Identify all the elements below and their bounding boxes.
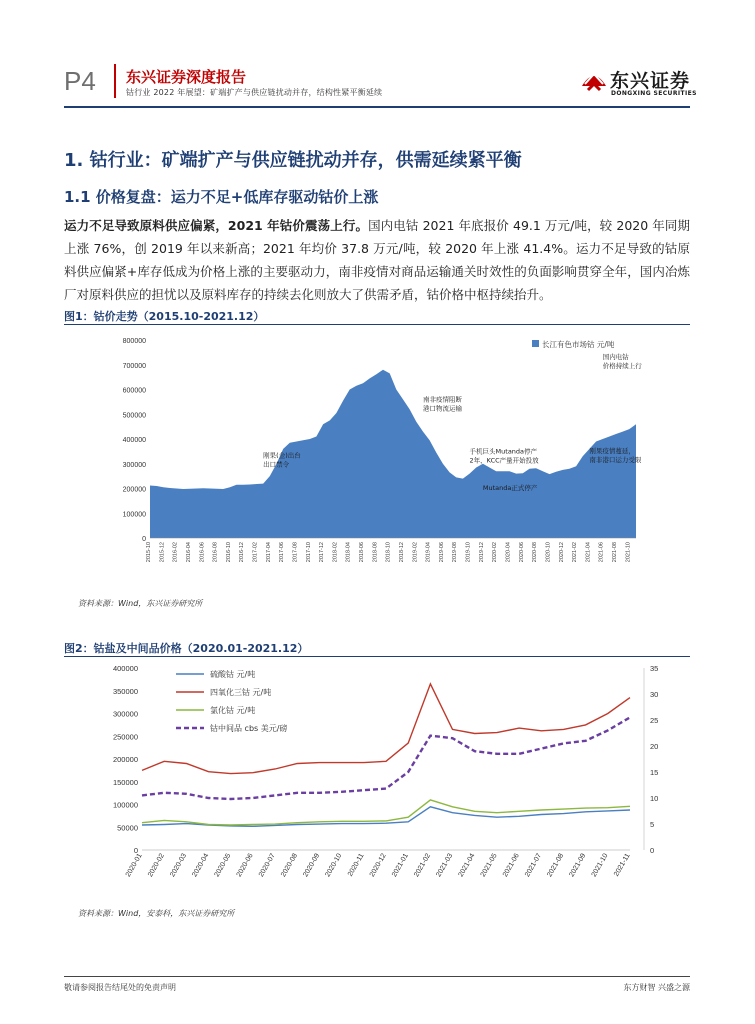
y-left-tick-label: 0 [133, 846, 138, 855]
chart-annotation: 价格持续上行 [602, 362, 642, 370]
y-tick-label: 800000 [122, 338, 146, 345]
y-right-tick-label: 25 [650, 716, 659, 725]
footer-slogan: 东方财智 兴盛之源 [623, 983, 690, 992]
figure2-rule [64, 656, 690, 657]
x-tick-label: 2020-02 [492, 542, 499, 563]
x-tick-label: 2020-08 [532, 542, 539, 563]
cobalt-salt-chart [64, 660, 690, 896]
x-tick-label: 2017-02 [252, 542, 259, 563]
x-tick-label: 2021-09 [568, 852, 588, 879]
x-tick-label: 2021-10 [590, 852, 610, 879]
y-tick-label: 100000 [122, 511, 146, 519]
y-right-tick-label: 20 [650, 742, 659, 751]
x-tick-label: 2020-01 [124, 852, 144, 879]
y-right-tick-label: 35 [650, 664, 659, 673]
y-left-tick-label: 350000 [112, 686, 138, 696]
x-tick-label: 2019-08 [452, 542, 459, 563]
logo-text-cn: 东兴证券 [610, 70, 691, 92]
logo-mark-icon [580, 64, 608, 98]
x-tick-label: 2018-02 [332, 542, 339, 563]
legend-label: 长江有色市场钴 元/吨 [542, 340, 615, 349]
x-tick-label: 2017-08 [292, 542, 299, 563]
area-series-cobalt [150, 370, 636, 538]
y-left-tick-label: 50000 [117, 823, 138, 833]
x-tick-label: 2020-06 [235, 852, 255, 879]
legend-label: 氯化钴 元/吨 [210, 706, 256, 715]
header-rule [64, 106, 690, 108]
x-tick-label: 2019-06 [438, 542, 445, 563]
x-tick-label: 2021-01 [391, 852, 410, 879]
x-tick-label: 2018-04 [345, 542, 352, 563]
y-tick-label: 600000 [122, 387, 146, 395]
figure1-title: 图1：钴价走势（2015.10-2021.12） [64, 310, 265, 323]
y-right-tick-label: 0 [650, 846, 655, 855]
x-tick-label: 2017-04 [265, 542, 272, 563]
chart-annotation: 手机巨头Mutanda停产 [469, 447, 538, 456]
x-tick-label: 2018-08 [372, 542, 379, 563]
header-divider [114, 64, 116, 98]
y-tick-label: 200000 [122, 486, 146, 494]
x-tick-label: 2018-10 [385, 542, 392, 563]
y-tick-label: 500000 [122, 412, 146, 420]
figure2-title: 图2：钴盐及中间品价格（2020.01-2021.12） [64, 642, 309, 655]
x-tick-label: 2020-12 [368, 852, 388, 879]
chart-annotation: 刚果(金)出台 [263, 451, 301, 460]
x-tick-label: 2020-06 [518, 542, 525, 563]
figure2-source: 资料来源：Wind，安泰科，东兴证券研究所 [78, 909, 235, 918]
x-tick-label: 2020-11 [346, 852, 366, 878]
x-tick-label: 2016-06 [199, 542, 206, 563]
paragraph-text: 国内电钴 2021 年底报价 49.1 万元/吨，较 2020 年同期上涨 76%，创 2019 年以来新高；2021 年均价 37.8 万元/吨，较 2020 年上涨 41.4%。运力不足导致的钴原料供应偏紧+库存低成为价格上涨的主要驱动力，南非疫情对商品运输通关时效性的负面影响贯穿全年，国内冶炼厂对原料供应的担忧以及原料库存的持续去化则放大了供需矛盾，钴价格中枢持续抬升。 [64, 218, 690, 302]
company-logo [580, 64, 700, 104]
x-tick-label: 2017-12 [319, 542, 326, 563]
chart-annotation: 国内电钴 [602, 353, 629, 361]
x-tick-label: 2016-08 [212, 542, 219, 563]
x-tick-label: 2021-06 [501, 852, 521, 879]
x-tick-label: 2016-02 [172, 542, 179, 563]
x-tick-label: 2020-09 [302, 852, 322, 879]
x-tick-label: 2021-08 [546, 852, 566, 879]
y-left-tick-label: 400000 [112, 664, 138, 673]
x-tick-label: 2019-02 [412, 542, 419, 563]
body-paragraph [64, 214, 690, 306]
x-tick-label: 2020-10 [545, 542, 552, 563]
y-right-tick-label: 30 [650, 690, 659, 699]
x-tick-label: 2021-10 [625, 542, 632, 563]
x-tick-label: 2016-04 [185, 542, 192, 563]
x-tick-label: 2018-12 [398, 542, 405, 563]
x-tick-label: 2021-02 [572, 542, 579, 563]
x-tick-label: 2021-07 [524, 852, 544, 879]
y-left-tick-label: 250000 [112, 732, 138, 742]
y-left-tick-label: 300000 [112, 709, 138, 719]
y-left-tick-label: 100000 [112, 800, 138, 810]
subsection-heading: 1.1 价格复盘：运力不足+低库存驱动钴价上涨 [64, 188, 379, 206]
report-title: 东兴证券深度报告 [126, 68, 247, 86]
chart-annotation: 港口物流运输 [422, 404, 462, 413]
x-tick-label: 2019-12 [478, 542, 485, 563]
chart-annotation: Mutanda正式停产 [482, 483, 538, 492]
x-tick-label: 2018-06 [359, 542, 366, 563]
x-tick-label: 2020-12 [558, 542, 565, 563]
y-tick-label: 400000 [122, 437, 146, 444]
x-tick-label: 2015-12 [159, 542, 166, 563]
x-tick-label: 2020-04 [505, 542, 512, 563]
footer-disclaimer: 敬请参阅报告结尾处的免责声明 [64, 983, 176, 992]
x-tick-label: 2020-07 [257, 852, 277, 879]
footer-rule [64, 976, 690, 977]
y-right-tick-label: 10 [650, 794, 659, 803]
series-line [142, 800, 630, 825]
x-tick-label: 2020-05 [213, 852, 233, 879]
x-tick-label: 2020-08 [280, 852, 300, 879]
section-heading: 1. 钴行业：矿端扩产与供应链扰动并存，供需延续紧平衡 [64, 150, 522, 171]
x-tick-label: 2020-03 [169, 852, 189, 879]
x-tick-label: 2021-11 [613, 852, 632, 878]
x-tick-label: 2021-08 [612, 542, 619, 563]
y-tick-label: 0 [142, 536, 146, 543]
chart-annotation: 2年，KCC产量开始投放 [469, 456, 539, 465]
x-tick-label: 2016-10 [225, 542, 232, 563]
y-left-tick-label: 150000 [112, 777, 138, 787]
x-tick-label: 2019-04 [425, 542, 432, 563]
x-tick-label: 2019-10 [465, 542, 472, 563]
x-tick-label: 2020-10 [324, 852, 344, 879]
logo-text-en: DONGXING SECURITIES [611, 90, 697, 97]
x-tick-label: 2021-04 [585, 542, 592, 563]
y-right-tick-label: 15 [650, 768, 659, 777]
legend-swatch [532, 340, 539, 347]
chart-annotation: 南非港口运力受限 [589, 455, 642, 464]
x-tick-label: 2021-04 [457, 852, 477, 879]
x-tick-label: 2021-03 [435, 852, 455, 879]
chart-annotation: 南非疫情阻断 [422, 395, 462, 404]
y-right-tick-label: 5 [650, 820, 655, 829]
x-tick-label: 2020-02 [147, 852, 166, 879]
chart-annotation: 刚果疫情蔓延， [589, 446, 635, 455]
x-tick-label: 2017-10 [305, 542, 312, 563]
x-tick-label: 2021-05 [479, 852, 499, 879]
x-tick-label: 2017-06 [279, 542, 286, 563]
report-subtitle: 钴行业 2022 年展望：矿端扩产与供应链扰动并存，结构性紧平衡延续 [126, 88, 383, 97]
x-tick-label: 2021-02 [413, 852, 433, 879]
x-tick-label: 2021-06 [598, 542, 605, 563]
page-number: P4 [64, 66, 96, 96]
paragraph-lead: 运力不足导致原料供应偏紧，2021 年钴价震荡上行。 [64, 218, 369, 233]
figure1-source: 资料来源：Wind，东兴证券研究所 [78, 599, 203, 608]
legend-label: 四氧化三钴 元/吨 [210, 688, 272, 697]
y-tick-label: 300000 [122, 461, 146, 469]
figure1-rule [64, 324, 690, 325]
x-tick-label: 2020-04 [191, 852, 211, 879]
y-tick-label: 700000 [122, 362, 146, 370]
x-tick-label: 2015-10 [146, 542, 152, 563]
legend-label: 钴中间品 cbs 美元/磅 [210, 724, 288, 733]
y-left-tick-label: 200000 [112, 755, 138, 764]
x-tick-label: 2016-12 [239, 542, 246, 563]
cobalt-price-chart [64, 328, 690, 590]
legend-label: 硫酸钴 元/吨 [210, 670, 256, 679]
chart-annotation: 出口禁令 [263, 460, 290, 469]
